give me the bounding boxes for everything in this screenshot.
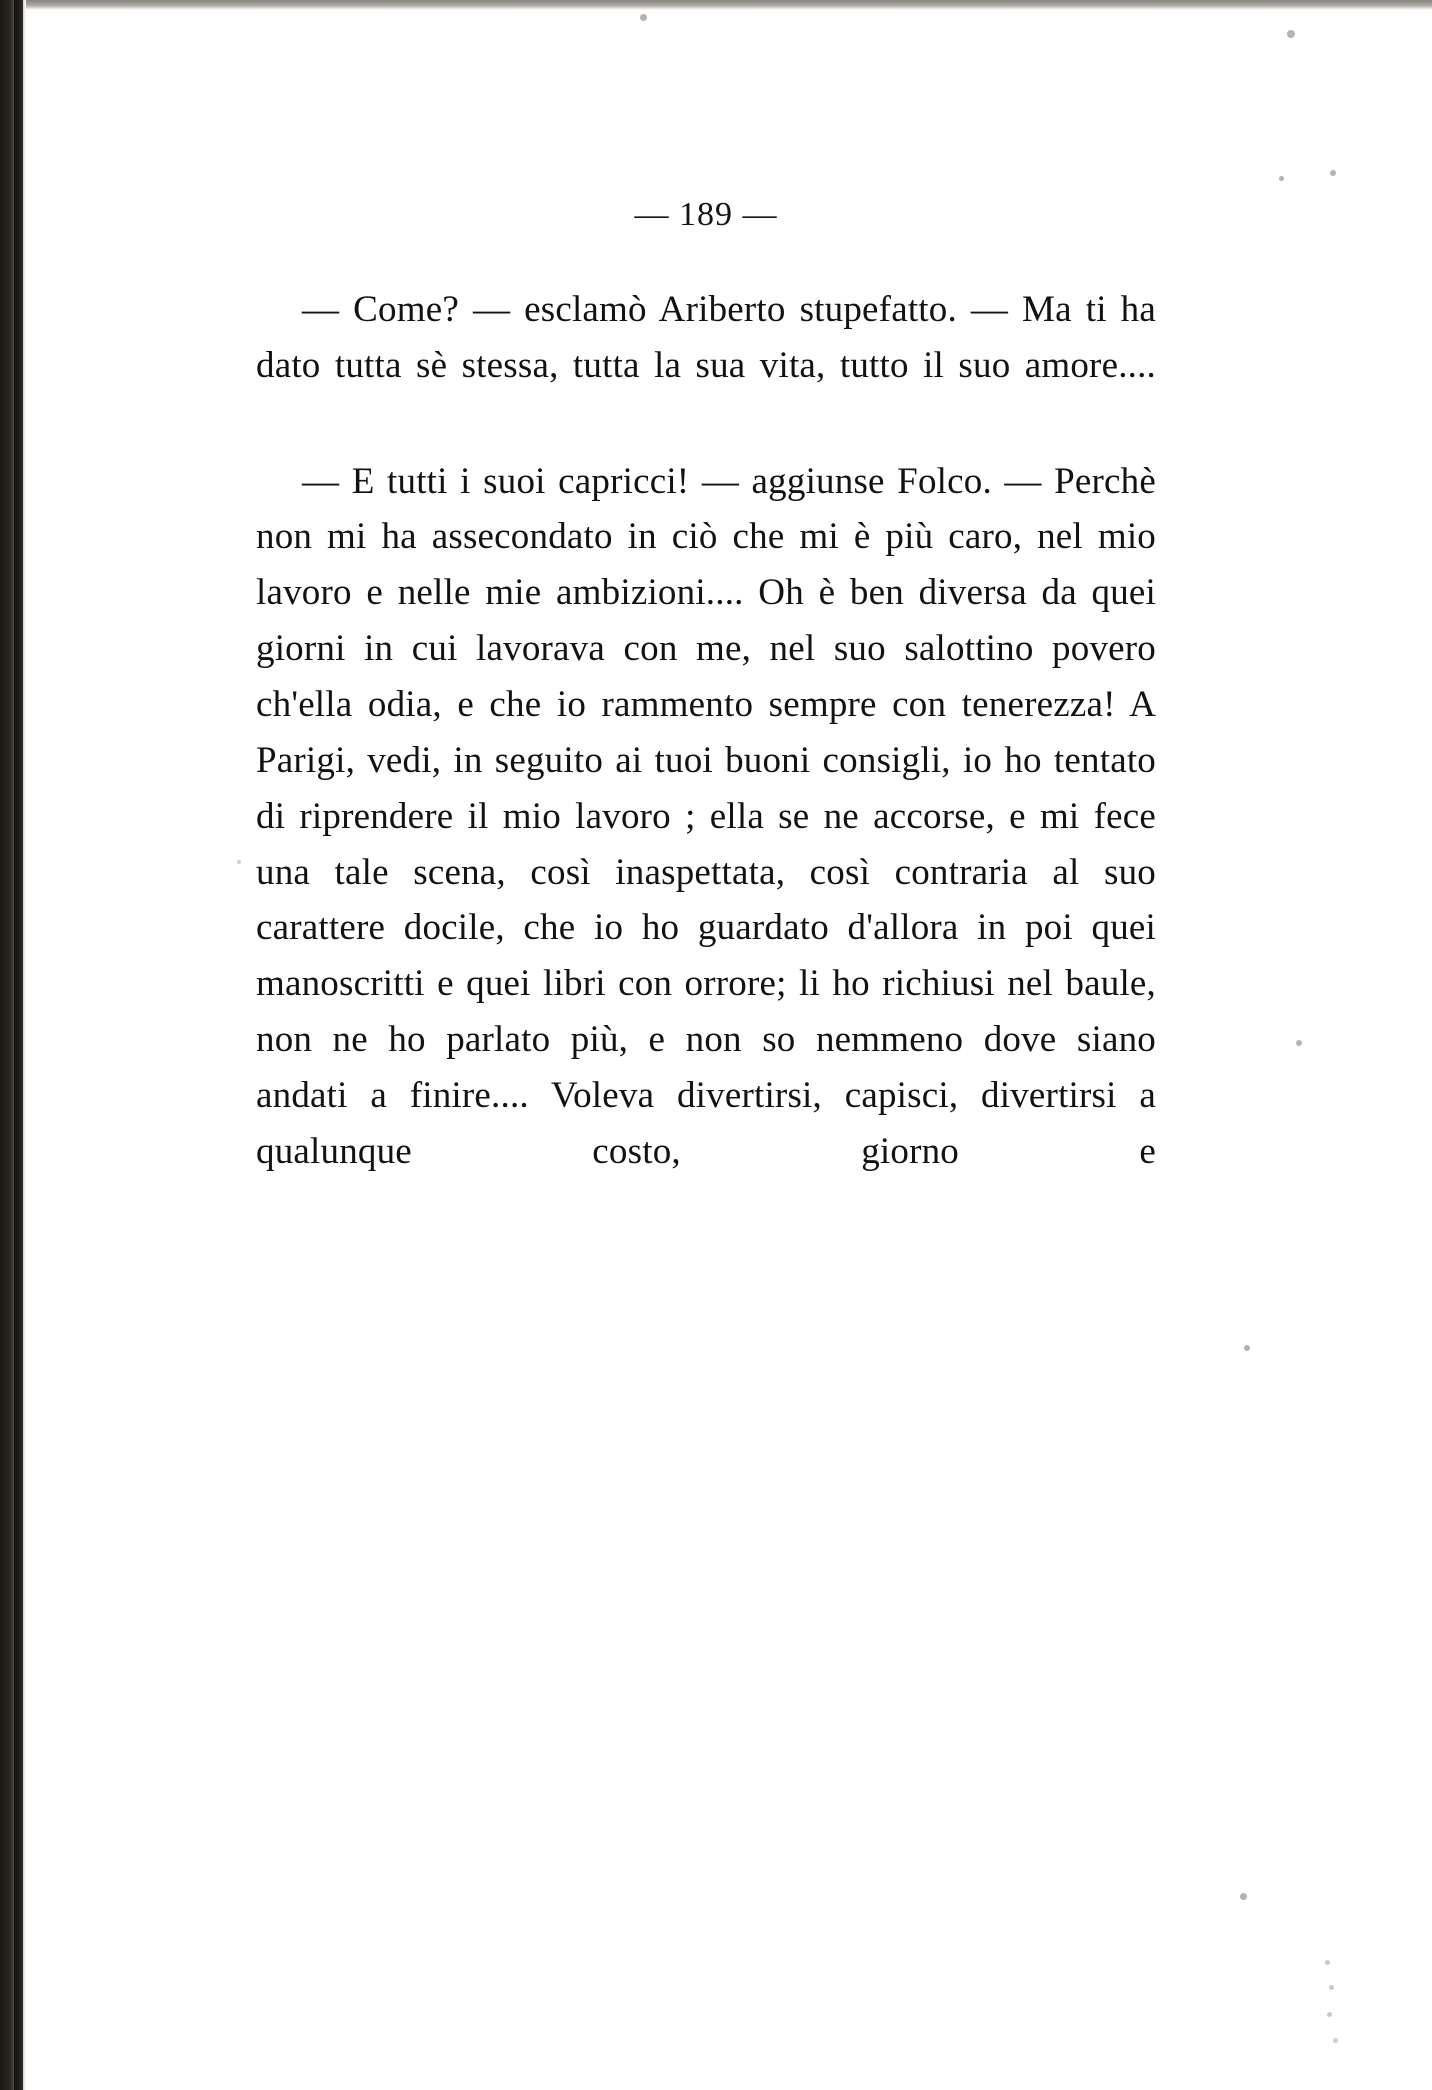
scan-speck: [640, 14, 647, 21]
scan-speck: [1330, 170, 1336, 176]
scan-speck: [1325, 1960, 1330, 1965]
scan-speck: [1333, 2038, 1338, 2043]
page-number: — 189 —: [634, 196, 778, 233]
body-paragraph: — E tutti i suoi capricci! — aggiunse Folco. — Perchè non mi ha assecondato in ciò che mi è più caro, nel mio lavoro e nelle mie ambizioni.... Oh è ben diversa da quei giorni in cui lavorava con me, nel suo salottino povero ch'ella odia, e che io rammento sempre con tenerezza! A Parigi, vedi, in seguito ai tuoi buoni consigli, io ho tentato di riprendere il mio lavoro ; ella se ne accorse, e mi fece una tale scena, così inaspettata, così contraria al suo carattere docile, che io ho guardato d'allora in poi quei manoscritti e quei libri con orrore; li ho richiusi nel baule, non ne ho parlato più, e non so nemmeno dove siano andati a finire.... Voleva divertirsi, capisci, divertirsi a qualunque costo, giorno e: [256, 460, 1156, 1172]
scan-speck: [1244, 1345, 1250, 1351]
scan-speck: [1296, 1040, 1302, 1046]
scan-speck: [1329, 1985, 1334, 1990]
scan-top-shadow: [0, 0, 1432, 10]
page-text-block: [256, 196, 1156, 1236]
scan-speck: [1327, 2012, 1332, 2017]
body-paragraph: — Come? — esclamò Ariberto stupefatto. — Ma ti ha dato tutta sè stessa, tutta la sua vita, tutto il suo amore....: [256, 289, 1156, 386]
scan-speck: [1287, 30, 1295, 38]
scan-speck: [1279, 176, 1284, 181]
scan-left-gutter-shadow: [0, 0, 26, 2090]
scan-speck: [1240, 1893, 1247, 1900]
scan-speck: [237, 860, 241, 864]
